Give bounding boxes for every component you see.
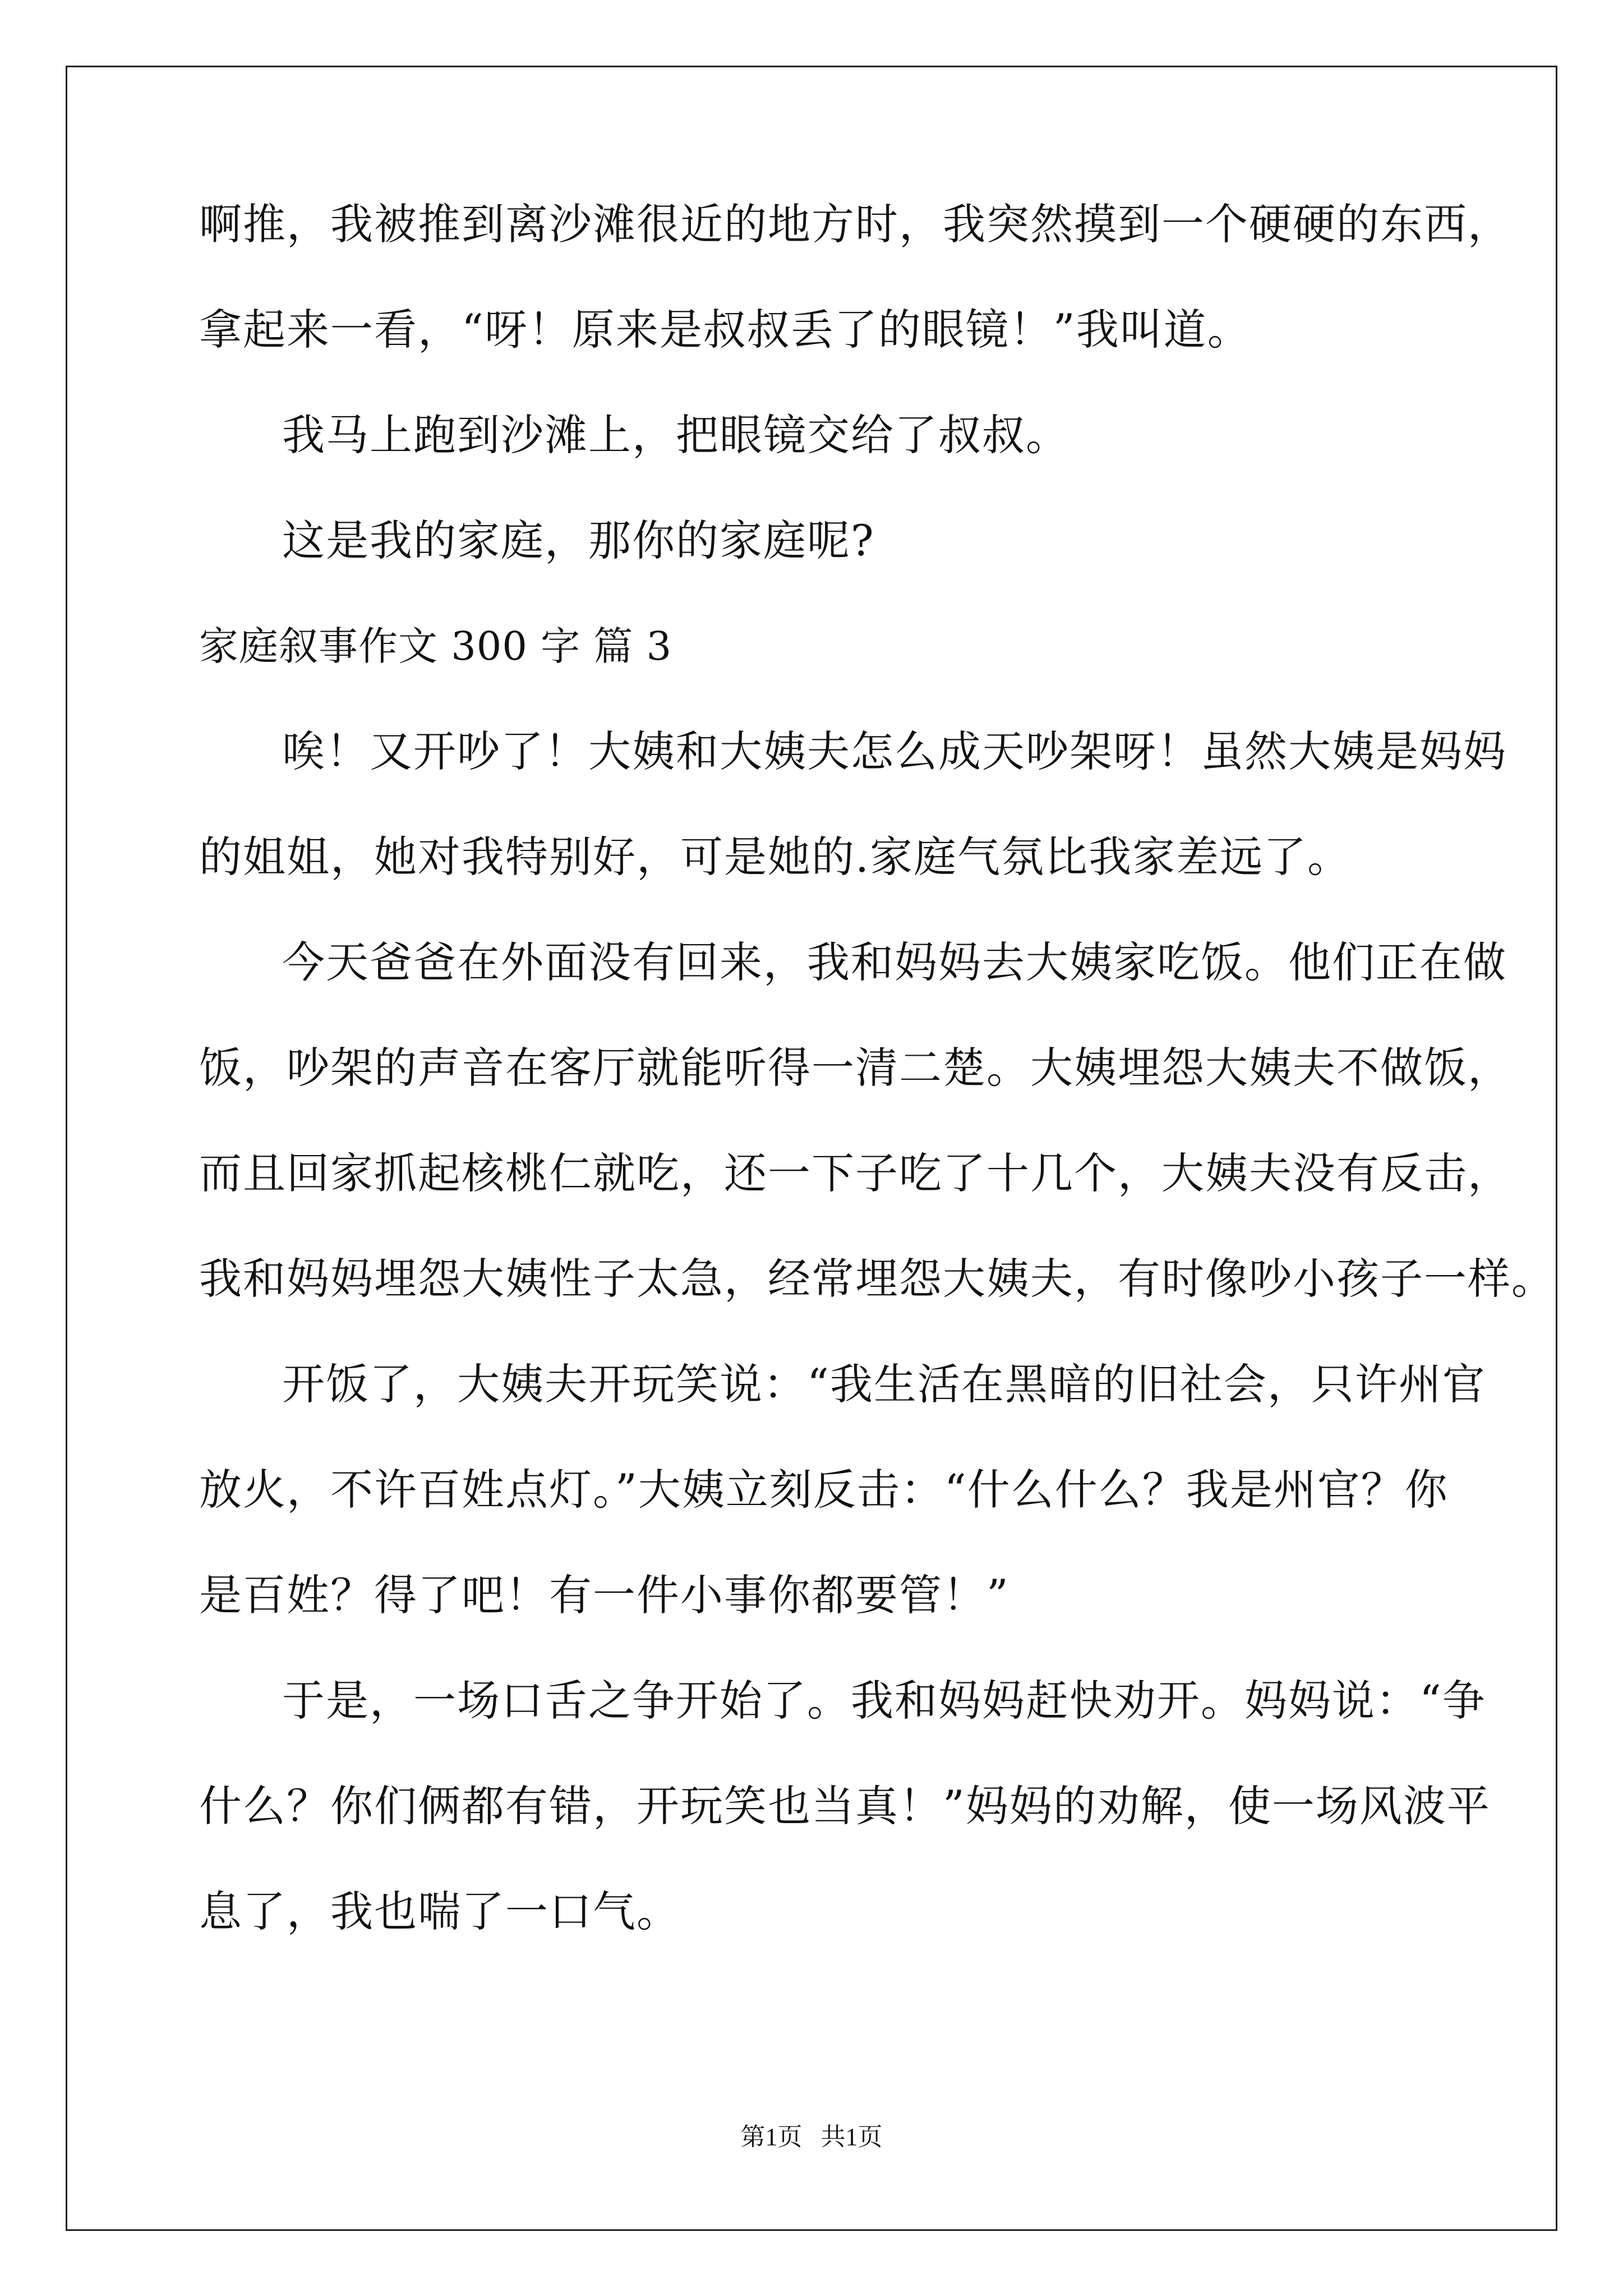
- text-line: 什么？你们俩都有错，开玩笑也当真！”妈妈的劝解，使一场风波平: [199, 1781, 1491, 1831]
- text-line: 放火，不许百姓点灯。”大姨立刻反击：“什么什么？我是州官？你: [199, 1465, 1449, 1515]
- text-line: 今天爸爸在外面没有回来，我和妈妈去大姨家吃饭。他们正在做: [282, 937, 1507, 987]
- text-line: 息了，我也喘了一口气。: [199, 1887, 680, 1936]
- text-line: 啊推，我被推到离沙滩很近的地方时，我突然摸到一个硬硬的东西，: [199, 199, 1511, 249]
- text-line: 我马上跑到沙滩上，把眼镜交给了叔叔。: [282, 410, 1069, 460]
- text-line: 饭，吵架的声音在客厅就能听得一清二楚。大姨埋怨大姨夫不做饭，: [199, 1043, 1511, 1093]
- text-line: 开饭了，大姨夫开玩笑说：“我生活在黑暗的旧社会，只许州官: [282, 1359, 1486, 1409]
- text-line: 的姐姐，她对我特别好，可是她的.家庭气氛比我家差远了。: [199, 832, 1352, 882]
- section-title: 家庭叙事作文 300 字 篇 3: [199, 623, 672, 669]
- text-line: 唉！又开吵了！大姨和大姨夫怎么成天吵架呀！虽然大姨是妈妈: [282, 726, 1507, 776]
- text-line: 于是，一场口舌之争开始了。我和妈妈赶快劝开。妈妈说：“争: [282, 1676, 1486, 1726]
- text-line: 而且回家抓起核桃仁就吃，还一下子吃了十几个，大姨夫没有反击，: [199, 1148, 1511, 1198]
- page-footer: 第1页 共1页: [740, 2123, 883, 2151]
- text-line: 拿起来一看，“呀！原来是叔叔丢了的眼镜！”我叫道。: [199, 305, 1251, 355]
- text-line: 这是我的家庭，那你的家庭呢?: [282, 516, 875, 565]
- text-line: 是百姓？得了吧！有一件小事你都要管！”: [199, 1570, 1009, 1620]
- text-line: 我和妈妈埋怨大姨性子太急，经常埋怨大姨夫，有时像吵小孩子一样。: [199, 1254, 1555, 1304]
